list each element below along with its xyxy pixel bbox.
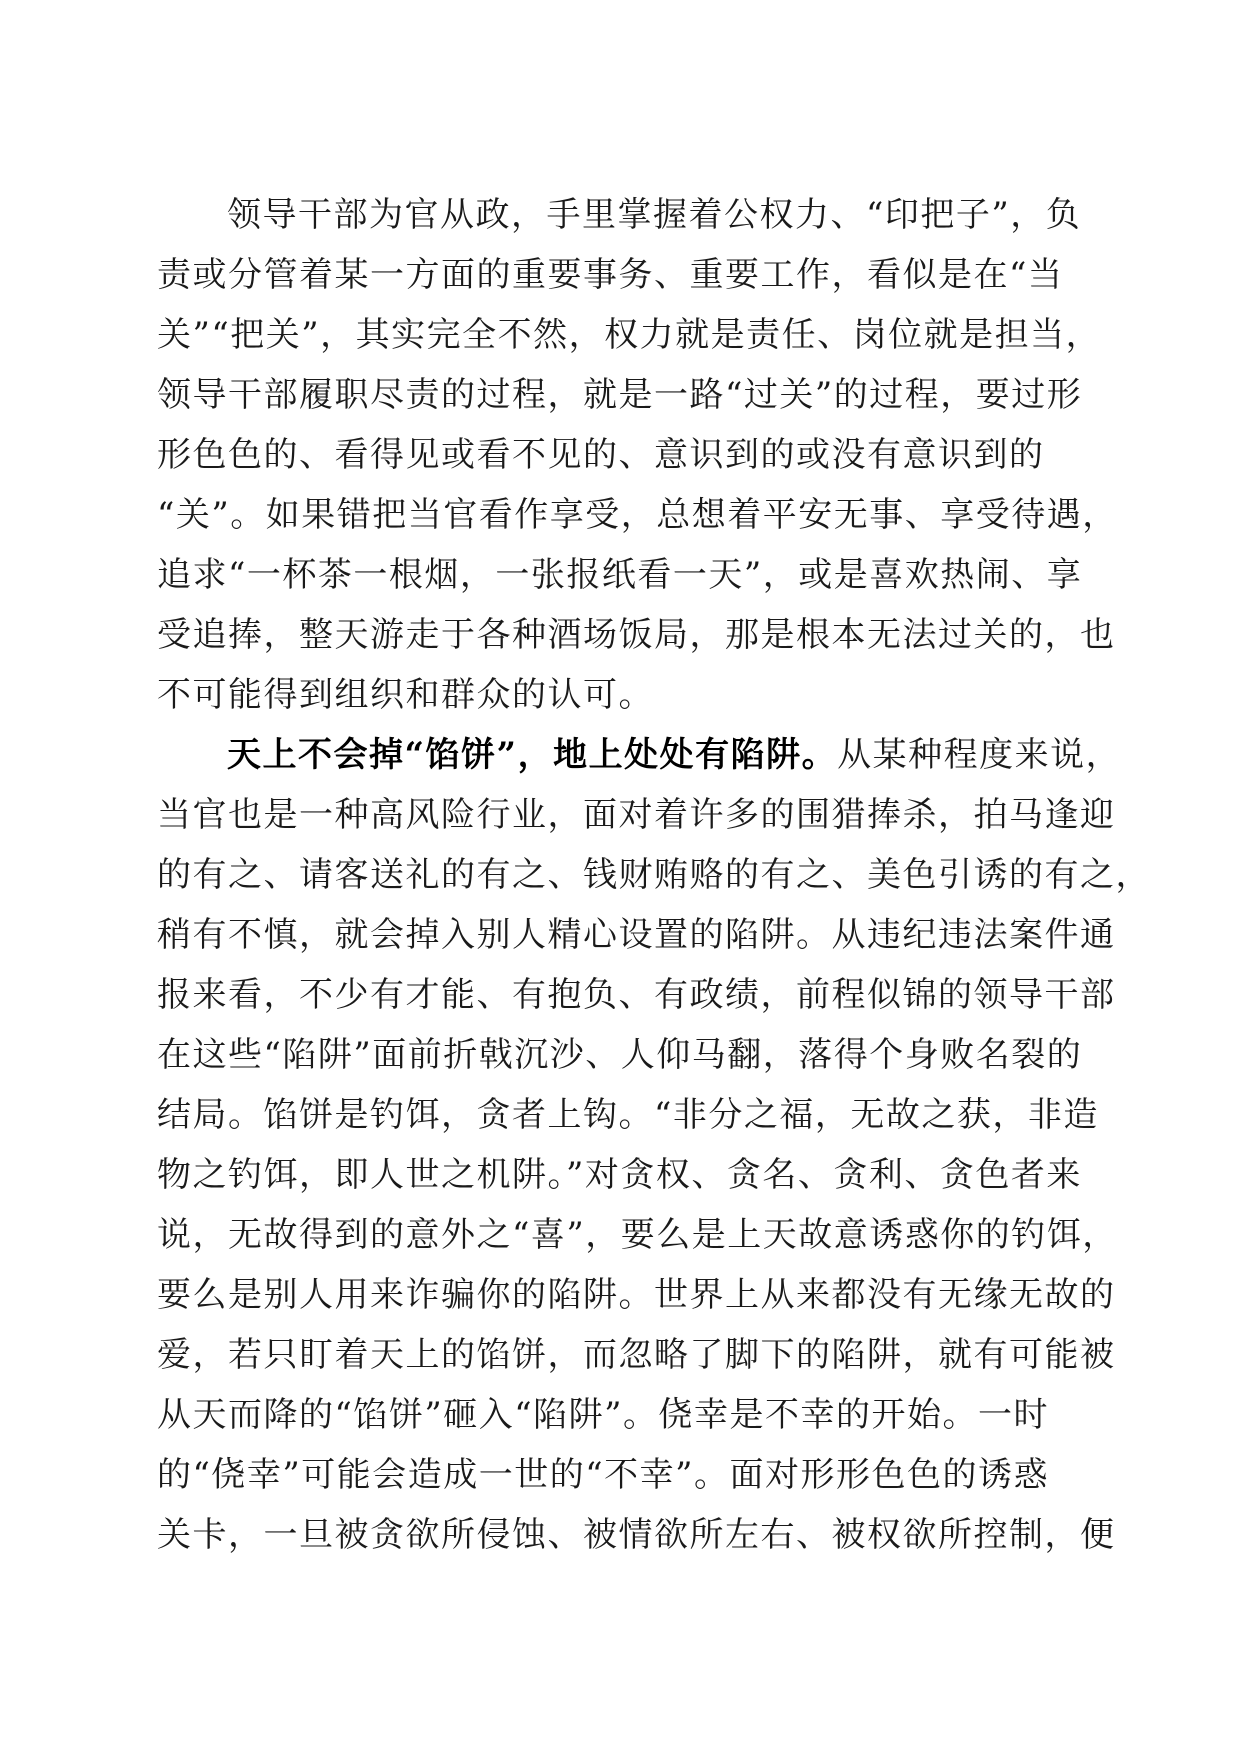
paragraph-1-line: 追求“一杯茶一根烟，一张报纸看一天”，或是喜欢热闹、享	[157, 555, 1083, 595]
paragraph-2-line: 当官也是一种高风险行业，面对着许多的围猎捧杀，拍马逢迎	[157, 795, 1116, 835]
paragraph-2-line: 从天而降的“馅饼”砸入“陷阱”。侥幸是不幸的开始。一时	[157, 1395, 1050, 1435]
paragraph-2-line: 在这些“陷阱”面前折戟沉沙、人仰马翻，落得个身败名裂的	[157, 1035, 1083, 1075]
paragraph-2-line: 说，无故得到的意外之“喜”，要么是上天故意诱惑你的钓饵，	[157, 1215, 1118, 1255]
paragraph-2-line: 的有之、请客送礼的有之、钱财贿赂的有之、美色引诱的有之，	[157, 855, 1151, 895]
document-body	[157, 185, 1151, 1565]
paragraph-1-line: 形色色的、看得见或看不见的、意识到的或没有意识到的	[157, 435, 1045, 475]
paragraph-1-line: 领导干部履职尽责的过程，就是一路“过关”的过程，要过形	[157, 375, 1083, 415]
paragraph-2	[157, 725, 1151, 1565]
paragraph-1	[157, 185, 1118, 725]
paragraph-2-line: 稍有不慎，就会掉入别人精心设置的陷阱。从违纪违法案件通	[157, 915, 1116, 955]
paragraph-1-line: “关”。如果错把当官看作享受，总想着平安无事、享受待遇，	[157, 495, 1118, 535]
paragraph-1-line: 领导干部为官从政，手里掌握着公权力、“印把子”，负	[227, 195, 1082, 235]
paragraph-2-line: 结局。馅饼是钓饵，贪者上钩。“非分之福，无故之获，非造	[157, 1095, 1099, 1135]
paragraph-1-line: 关”“把关”，其实完全不然，权力就是责任、岗位就是担当，	[157, 315, 1102, 355]
paragraph-2-heading: 天上不会掉“馅饼”，地上处处有陷阱。	[227, 735, 838, 775]
paragraph-1-line: 不可能得到组织和群众的认可。	[157, 675, 654, 715]
paragraph-1-line: 责或分管着某一方面的重要事务、重要工作，看似是在“当	[157, 255, 1064, 295]
paragraph-2-first-line-rest: 从某种程度来说，	[837, 735, 1122, 775]
paragraph-2-first-line	[157, 725, 1122, 785]
paragraph-1-line: 受追捧，整天游走于各种酒场饭局，那是根本无法过关的，也	[157, 615, 1116, 655]
paragraph-2-line: 物之钓饵，即人世之机阱。”对贪权、贪名、贪利、贪色者来	[157, 1155, 1082, 1195]
paragraph-2-line: 报来看，不少有才能、有抱负、有政绩，前程似锦的领导干部	[157, 975, 1116, 1015]
paragraph-2-line: 的“侥幸”可能会造成一世的“不幸”。面对形形色色的诱惑	[157, 1455, 1050, 1495]
paragraph-2-line: 关卡，一旦被贪欲所侵蚀、被情欲所左右、被权欲所控制，便	[157, 1515, 1116, 1555]
paragraph-2-line: 爱，若只盯着天上的馅饼，而忽略了脚下的陷阱，就有可能被	[157, 1335, 1116, 1375]
paragraph-2-line: 要么是别人用来诈骗你的陷阱。世界上从来都没有无缘无故的	[157, 1275, 1116, 1315]
